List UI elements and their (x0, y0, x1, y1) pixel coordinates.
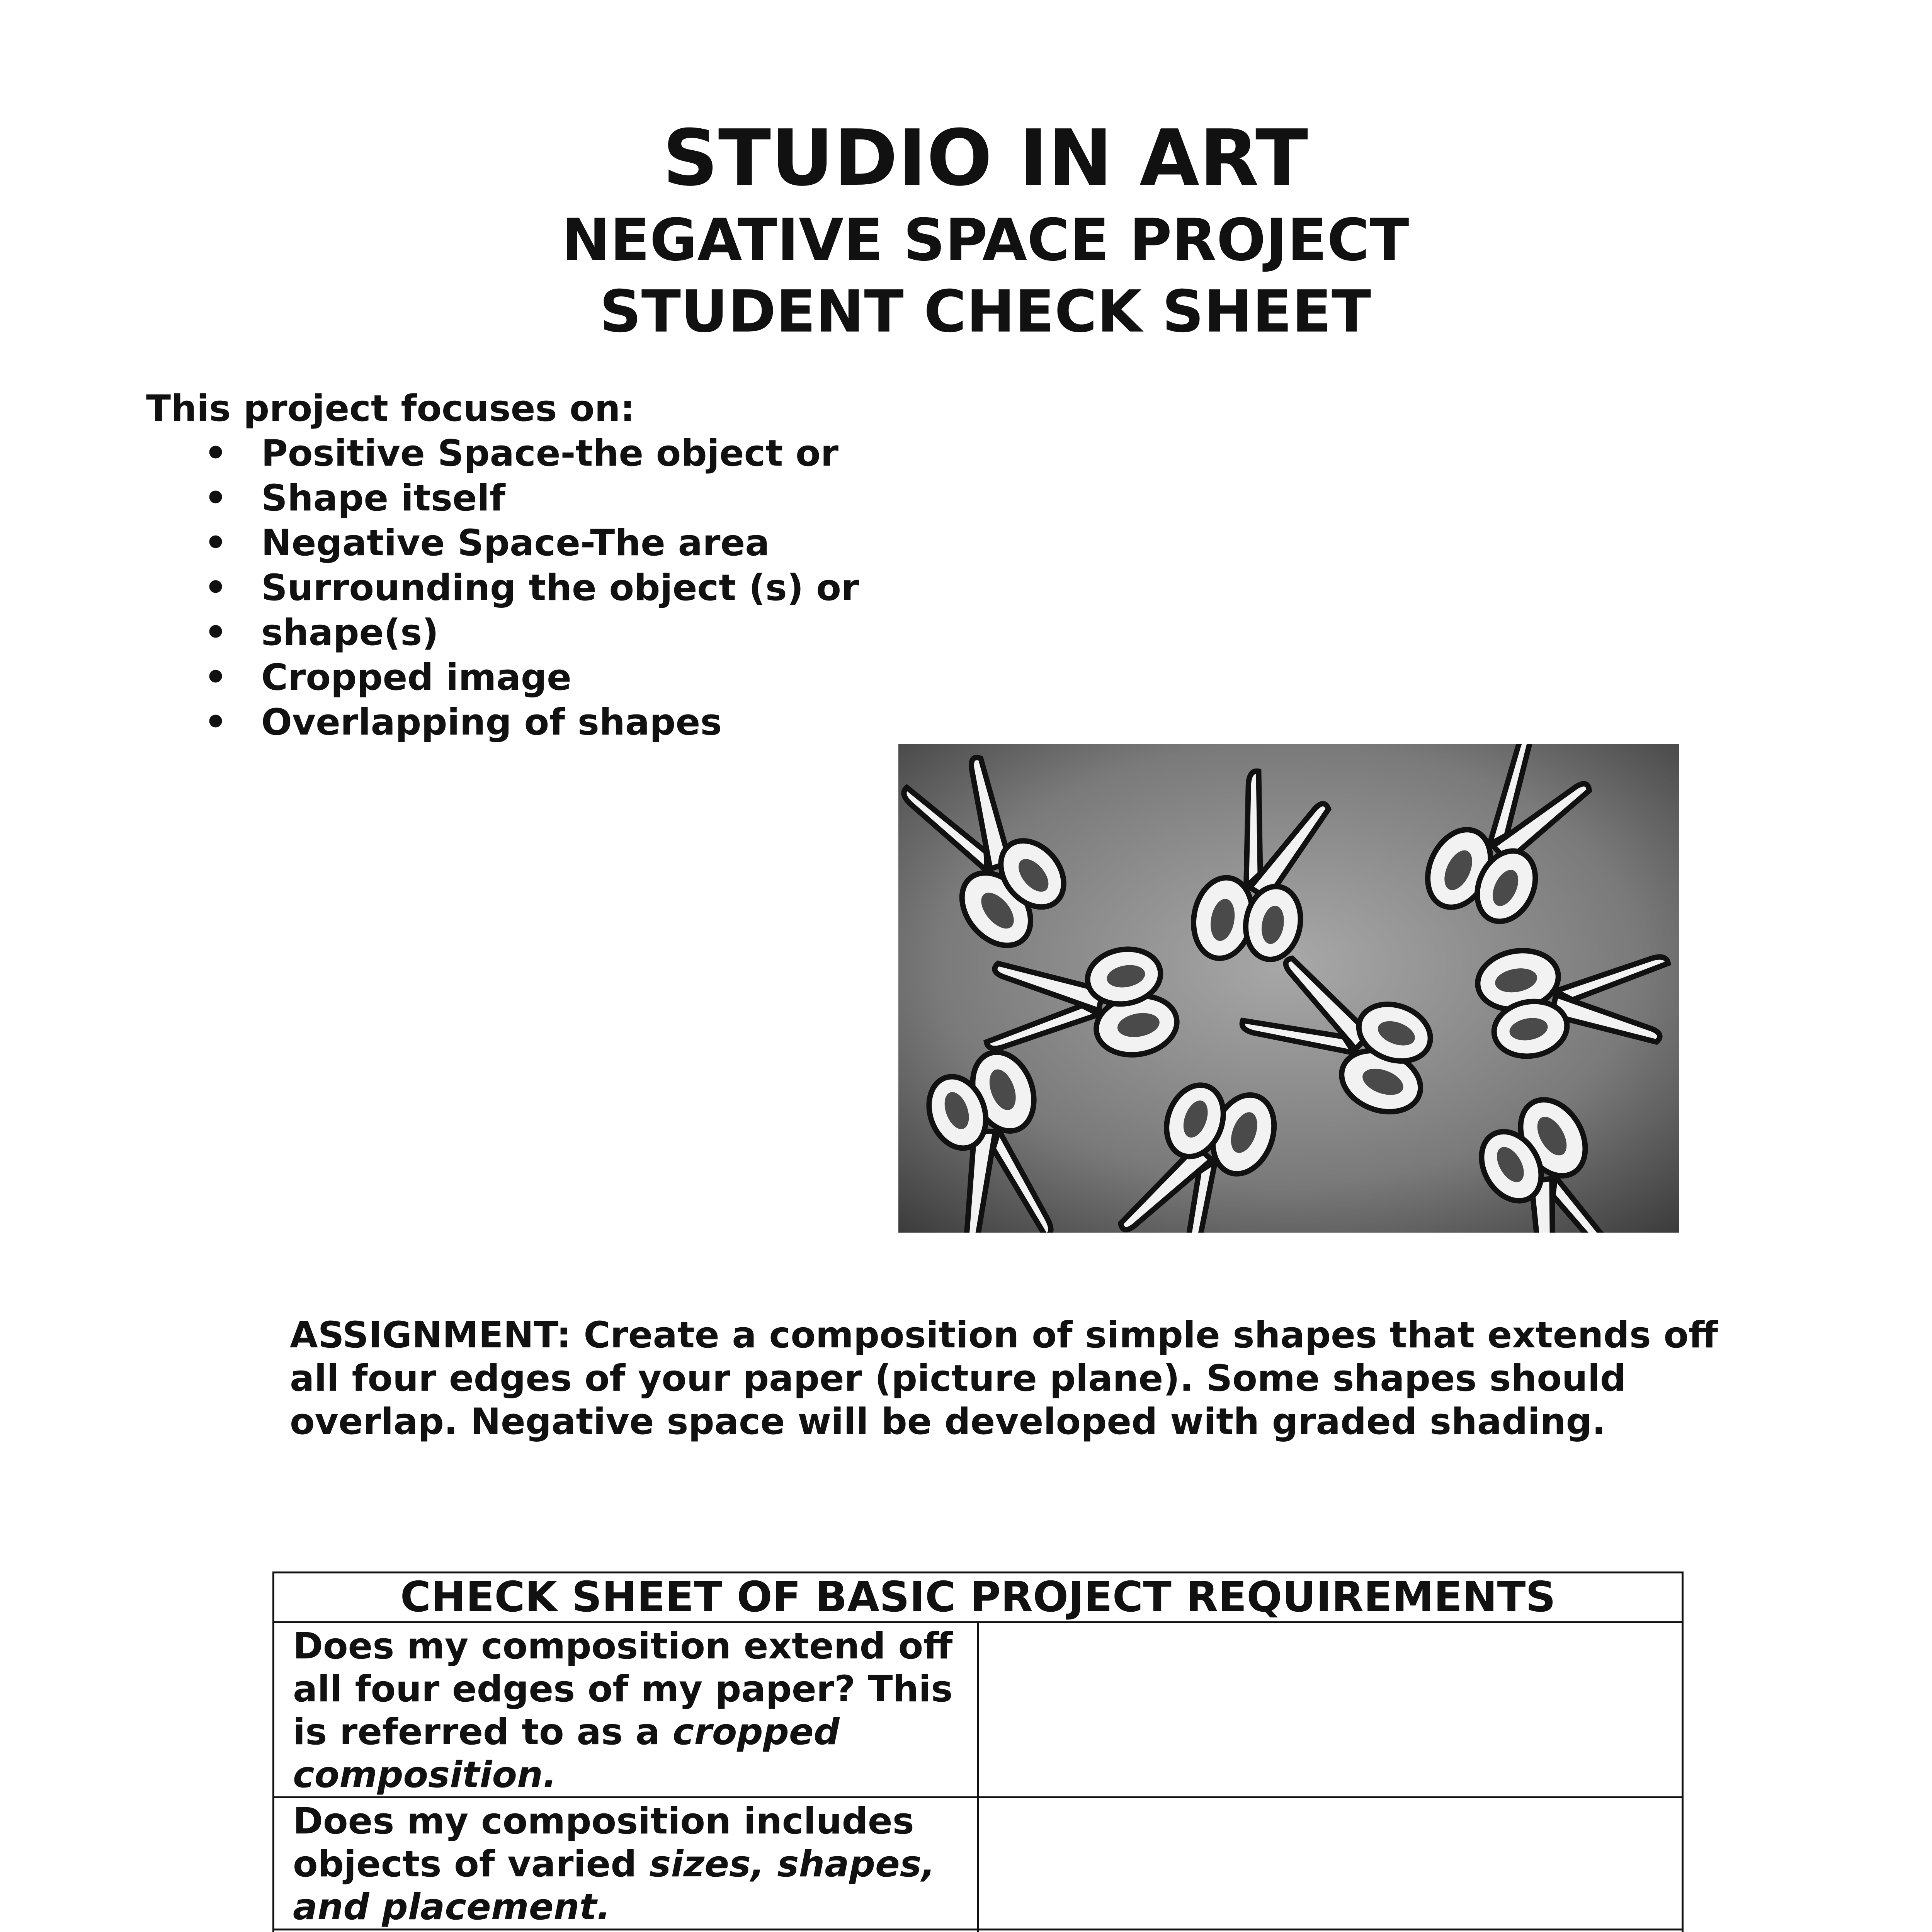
table-row (274, 1622, 1683, 1798)
focus-item (146, 431, 919, 476)
assignment-text: ASSIGNMENT: Create a composition of simple shapes that extends off all four edges of your paper (picture plane). Some shapes should overlap. Negative space will be developed with graded shading. (290, 1314, 1718, 1443)
check-box-cell[interactable] (978, 1798, 1683, 1930)
sheet-name: STUDENT CHECK SHEET (599, 278, 1371, 345)
bullet-icon: • (204, 701, 228, 743)
requirement-text: Does my composition includes objects of varied (293, 1800, 914, 1885)
requirement-question (274, 1622, 978, 1798)
focus-item-text: Surrounding the object (s) or (261, 567, 859, 609)
bullet-icon: • (204, 522, 228, 564)
check-box-cell[interactable] (978, 1622, 1683, 1798)
focus-intro: This project focuses on: (146, 388, 635, 430)
bullet-icon: • (204, 477, 228, 519)
bullet-icon: • (204, 567, 228, 609)
bullet-icon: • (204, 656, 228, 699)
focus-item (146, 521, 919, 566)
bullet-icon: • (204, 432, 228, 474)
requirement-question (274, 1798, 978, 1930)
check-box-cell[interactable] (978, 1930, 1683, 1932)
page-title: STUDIO IN ART (662, 113, 1308, 203)
focus-item-text: Cropped image (261, 656, 571, 699)
focus-item-text: shape(s) (261, 612, 439, 654)
focus-item (146, 700, 919, 745)
scissors-drawing-icon (898, 744, 1679, 1233)
table-row (274, 1930, 1683, 1932)
focus-item-text: Positive Space-the object or (261, 432, 838, 474)
table-heading: CHECK SHEET OF BASIC PROJECT REQUIREMENTS (274, 1573, 1683, 1622)
table-row (274, 1798, 1683, 1930)
focus-item (146, 566, 919, 611)
focus-item (146, 655, 919, 700)
focus-item-text: Overlapping of shapes (261, 701, 722, 743)
scissors-artwork-image (898, 744, 1679, 1233)
focus-section (146, 386, 919, 745)
requirement-text: Does my composition extend off all four edges of my paper? This is referred to as a (293, 1625, 953, 1753)
title-block (0, 112, 1932, 348)
table-header-row (274, 1573, 1683, 1622)
requirement-emphasis: cropped composition. (293, 1711, 840, 1796)
focus-list (146, 431, 919, 745)
focus-item (146, 611, 919, 655)
focus-item-text: Shape itself (261, 477, 505, 519)
requirement-emphasis: sizes, shapes, and placement. (293, 1843, 935, 1928)
requirement-question (274, 1930, 978, 1932)
focus-item (146, 476, 919, 521)
bullet-icon: • (204, 612, 228, 654)
requirements-table (272, 1571, 1684, 1932)
focus-item-text: Negative Space-The area (261, 522, 770, 564)
project-name: NEGATIVE SPACE PROJECT (561, 207, 1409, 274)
